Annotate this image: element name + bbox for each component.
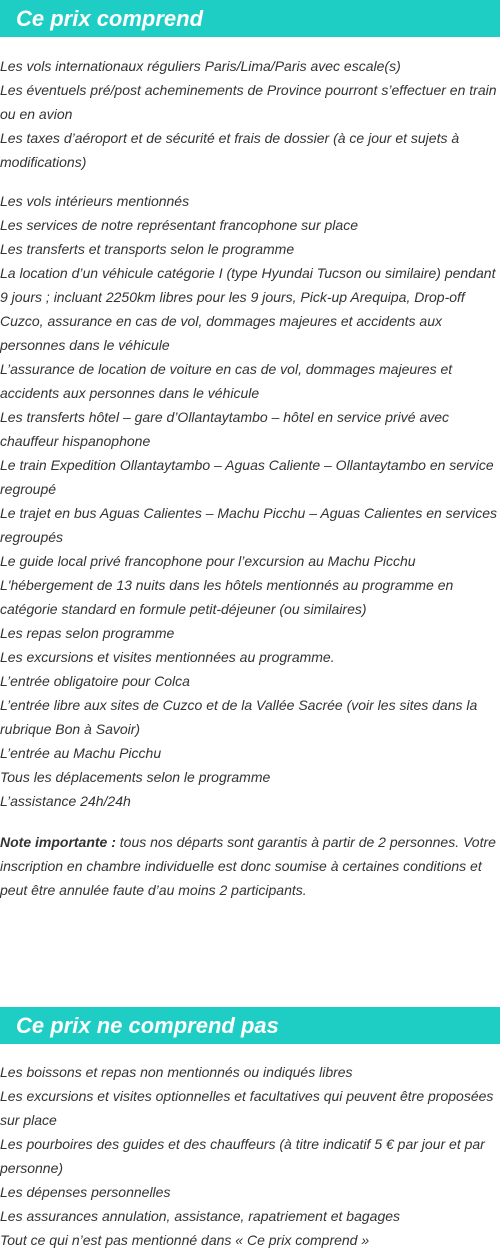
- list-item: L’assistance 24h/24h: [0, 793, 131, 809]
- list-item: Les pourboires des guides et des chauffeurs (à titre indicatif 5 € par jour et par personne): [0, 1136, 485, 1176]
- list-item: Les éventuels pré/post acheminements de Province pourront s’effectuer en train ou en avion: [0, 82, 497, 122]
- list-item: Tous les déplacements selon le programme: [0, 769, 271, 785]
- list-item: Les dépenses personnelles: [0, 1184, 171, 1200]
- includes-title: Ce prix comprend: [16, 5, 204, 31]
- includes-header: [0, 0, 500, 37]
- list-item: Les vols intérieurs mentionnés: [0, 193, 190, 209]
- list-item: Les repas selon programme: [0, 625, 175, 641]
- excludes-section: [0, 1007, 500, 1252]
- list-item: Les boissons et repas non mentionnés ou indiqués libres: [0, 1064, 353, 1080]
- list-item: L’entrée au Machu Picchu: [0, 745, 162, 761]
- list-item: Les transferts et transports selon le programme: [0, 241, 295, 257]
- list-item: Le trajet en bus Aguas Calientes – Machu Picchu – Aguas Calientes en services regroupés: [0, 505, 498, 545]
- note-text: tous nos départs sont garantis à partir de 2 personnes. Votre inscription en chambre individuelle est donc soumise à certaines conditions et peut être annulée faute d’au moins 2 participants.: [0, 834, 496, 898]
- list-item: Les assurances annulation, assistance, rapatriement et bagages: [0, 1208, 401, 1224]
- excludes-header: [0, 1007, 500, 1044]
- section-spacer: [0, 916, 500, 1007]
- list-item: Les transferts hôtel – gare d’Ollantaytambo – hôtel en service privé avec chauffeur hispanophone: [0, 409, 450, 449]
- list-item: Le guide local privé francophone pour l’excursion au Machu Picchu: [0, 553, 416, 569]
- list-item: L'hébergement de 13 nuits dans les hôtels mentionnés au programme en catégorie standard en formule petit-déjeuner (ou similaires): [0, 577, 454, 617]
- list-item: Les vols internationaux réguliers Paris/Lima/Paris avec escale(s): [0, 58, 401, 74]
- list-item: Les excursions et visites mentionnées au programme.: [0, 649, 335, 665]
- excludes-list: [0, 1060, 500, 1252]
- excludes-title: Ce prix ne comprend pas: [16, 1012, 279, 1038]
- list-item: Le train Expedition Ollantaytambo – Aguas Caliente – Ollantaytambo en service regroupé: [0, 457, 494, 497]
- list-item: La location d’un véhicule catégorie I (type Hyundai Tucson ou similaire) pendant 9 jours ; incluant 2250km libres pour les 9 jours, Pick-up Arequipa, Drop-off Cuzco, assurance en cas de vol, dommages majeures et accidents aux personnes dans le véhicule: [0, 265, 496, 353]
- list-item: L’assurance de location de voiture en cas de vol, dommages majeures et accidents aux personnes dans le véhicule: [0, 361, 453, 401]
- includes-group1-list: [0, 54, 500, 174]
- includes-group2-list: [0, 189, 500, 813]
- list-item: Les services de notre représentant francophone sur place: [0, 217, 358, 233]
- list-item: L’entrée obligatoire pour Colca: [0, 673, 190, 689]
- list-item: Les excursions et visites optionnelles et facultatives qui peuvent être proposées sur place: [0, 1088, 494, 1128]
- note-label: Note importante :: [0, 834, 116, 850]
- list-item: L’entrée libre aux sites de Cuzco et de la Vallée Sacrée (voir les sites dans la rubrique Bon à Savoir): [0, 697, 478, 737]
- important-note: [0, 830, 500, 902]
- list-item: Les taxes d’aéroport et de sécurité et frais de dossier (à ce jour et sujets à modifications): [0, 130, 460, 170]
- list-item: Tout ce qui n’est pas mentionné dans « Ce prix comprend »: [0, 1232, 370, 1248]
